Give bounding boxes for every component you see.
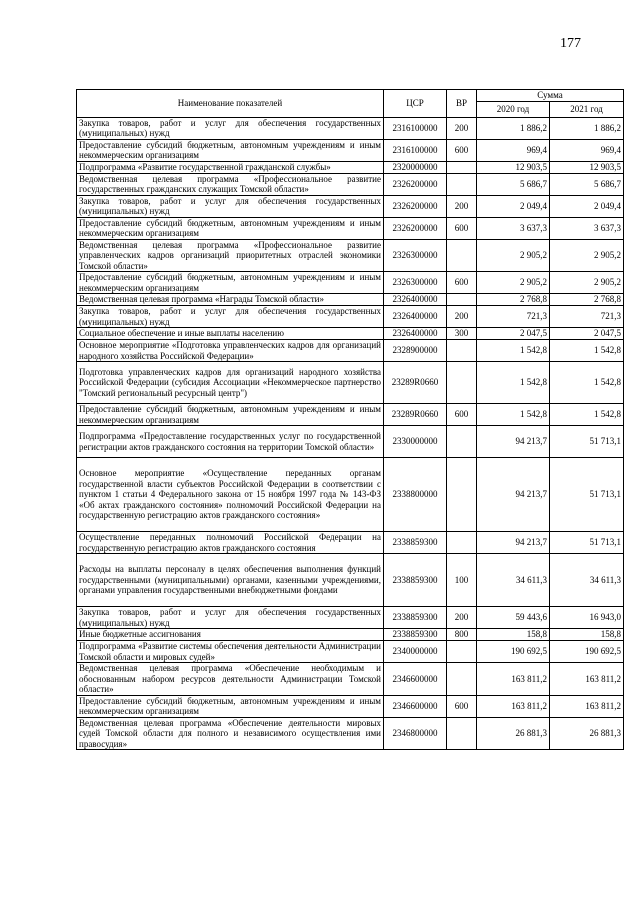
row-sum-2021-cell: 51 713,1 — [550, 532, 624, 554]
row-vr-cell: 200 — [447, 607, 477, 629]
row-vr-cell — [447, 362, 477, 404]
row-vr-cell: 600 — [447, 404, 477, 426]
table-row — [77, 554, 624, 607]
header-year-2021: 2021 год — [550, 101, 624, 117]
row-sum-2020-cell: 12 903,5 — [477, 161, 550, 173]
table-row — [77, 139, 624, 161]
row-name-cell: Основное мероприятие «Подготовка управленческих кадров для организаций народного хозяйства Российской Федерации» — [77, 340, 384, 362]
row-name-cell: Ведомственная целевая программа «Профессиональное развитие государственных гражданских служащих Томской области» — [77, 173, 384, 195]
row-csr-cell: 2326200000 — [384, 173, 447, 195]
row-sum-2020-cell: 1 542,8 — [477, 404, 550, 426]
row-name-cell: Ведомственная целевая программа «Обеспечение деятельности мировых судей Томской области для полного и независимого осуществления ими правосудия» — [77, 717, 384, 750]
row-vr-cell: 100 — [447, 554, 477, 607]
row-sum-2020-cell: 1 542,8 — [477, 340, 550, 362]
row-name-cell: Закупка товаров, работ и услуг для обеспечения государственных (муниципальных) нужд — [77, 117, 384, 139]
row-vr-cell: 800 — [447, 629, 477, 641]
row-sum-2021-cell: 163 811,2 — [550, 695, 624, 717]
row-sum-2021-cell: 2 905,2 — [550, 272, 624, 294]
row-csr-cell: 2338859300 — [384, 532, 447, 554]
row-csr-cell: 2326200000 — [384, 195, 447, 217]
header-year-2020: 2020 год — [477, 101, 550, 117]
row-sum-2020-cell: 158,8 — [477, 629, 550, 641]
row-vr-cell — [447, 458, 477, 532]
row-sum-2020-cell: 2 768,8 — [477, 294, 550, 306]
row-sum-2020-cell: 59 443,6 — [477, 607, 550, 629]
row-csr-cell: 2338800000 — [384, 458, 447, 532]
row-sum-2020-cell: 721,3 — [477, 306, 550, 328]
table-row — [77, 239, 624, 272]
row-csr-cell: 23289R0660 — [384, 362, 447, 404]
row-vr-cell: 600 — [447, 695, 477, 717]
row-sum-2021-cell: 2 768,8 — [550, 294, 624, 306]
row-sum-2020-cell: 163 811,2 — [477, 663, 550, 696]
table-row — [77, 217, 624, 239]
row-sum-2020-cell: 94 213,7 — [477, 532, 550, 554]
row-sum-2020-cell: 5 686,7 — [477, 173, 550, 195]
row-vr-cell: 600 — [447, 217, 477, 239]
row-sum-2020-cell: 190 692,5 — [477, 641, 550, 663]
row-csr-cell: 2326300000 — [384, 239, 447, 272]
row-name-cell: Предоставление субсидий бюджетным, автономным учреждениям и иным некоммерческим организациям — [77, 217, 384, 239]
row-vr-cell — [447, 173, 477, 195]
row-vr-cell: 200 — [447, 306, 477, 328]
table-row — [77, 663, 624, 696]
header-sum: Сумма — [477, 90, 624, 102]
row-sum-2021-cell: 158,8 — [550, 629, 624, 641]
row-csr-cell: 2340000000 — [384, 641, 447, 663]
table-body — [77, 117, 624, 750]
row-sum-2020-cell: 163 811,2 — [477, 695, 550, 717]
row-csr-cell: 2346600000 — [384, 695, 447, 717]
row-sum-2021-cell: 2 047,5 — [550, 328, 624, 340]
header-name: Наименование показателей — [77, 90, 384, 118]
row-sum-2021-cell: 1 542,8 — [550, 404, 624, 426]
row-vr-cell — [447, 340, 477, 362]
row-vr-cell — [447, 426, 477, 458]
row-name-cell: Ведомственная целевая программа «Профессиональное развитие управленческих кадров организаций приоритетных отраслей экономики Томской области» — [77, 239, 384, 272]
row-csr-cell: 2316100000 — [384, 117, 447, 139]
row-name-cell: Подпрограмма «Развитие государственной гражданской службы» — [77, 161, 384, 173]
row-name-cell: Закупка товаров, работ и услуг для обеспечения государственных (муниципальных) нужд — [77, 306, 384, 328]
row-csr-cell: 2338859300 — [384, 554, 447, 607]
row-name-cell: Подпрограмма «Предоставление государственных услуг по государственной регистрации актов гражданского состояния на территории Томской области» — [77, 426, 384, 458]
row-sum-2020-cell: 94 213,7 — [477, 426, 550, 458]
row-name-cell: Ведомственная целевая программа «Награды Томской области» — [77, 294, 384, 306]
page-number: 177 — [560, 36, 581, 51]
row-csr-cell: 2338859300 — [384, 629, 447, 641]
row-vr-cell — [447, 717, 477, 750]
table-row — [77, 173, 624, 195]
table-row — [77, 161, 624, 173]
row-sum-2020-cell: 969,4 — [477, 139, 550, 161]
row-sum-2020-cell: 2 905,2 — [477, 239, 550, 272]
row-name-cell: Социальное обеспечение и иные выплаты населению — [77, 328, 384, 340]
row-name-cell: Основное мероприятие «Осуществление переданных органам государственной власти субъектов Российской Федерации в соответствии с пунктом 1 статьи 4 Федерального закона от 15 ноября 1997 года № 143-ФЗ «Об актах гражданского состояния» полномочий Российской Федерации на государственную регистрацию актов гражданского состояния» — [77, 458, 384, 532]
row-vr-cell: 600 — [447, 272, 477, 294]
row-sum-2020-cell: 26 881,3 — [477, 717, 550, 750]
row-csr-cell: 2326300000 — [384, 272, 447, 294]
row-sum-2021-cell: 3 637,3 — [550, 217, 624, 239]
row-csr-cell: 2326200000 — [384, 217, 447, 239]
row-sum-2020-cell: 3 637,3 — [477, 217, 550, 239]
row-csr-cell: 2346600000 — [384, 663, 447, 696]
row-vr-cell: 200 — [447, 117, 477, 139]
header-csr: ЦСР — [384, 90, 447, 118]
table-row — [77, 117, 624, 139]
row-name-cell: Ведомственная целевая программа «Обеспечение необходимым и обоснованным набором ресурсов деятельности Администрации Томской области» — [77, 663, 384, 696]
row-vr-cell: 300 — [447, 328, 477, 340]
row-vr-cell — [447, 641, 477, 663]
row-name-cell: Предоставление субсидий бюджетным, автономным учреждениям и иным некоммерческим организациям — [77, 404, 384, 426]
row-vr-cell: 600 — [447, 139, 477, 161]
row-sum-2021-cell: 1 542,8 — [550, 340, 624, 362]
table-row — [77, 328, 624, 340]
row-name-cell: Закупка товаров, работ и услуг для обеспечения государственных (муниципальных) нужд — [77, 607, 384, 629]
row-sum-2021-cell: 721,3 — [550, 306, 624, 328]
table-row — [77, 294, 624, 306]
table-row — [77, 272, 624, 294]
row-name-cell: Подпрограмма «Развитие системы обеспечения деятельности Администрации Томской области и мировых судей» — [77, 641, 384, 663]
row-sum-2020-cell: 1 886,2 — [477, 117, 550, 139]
table-row — [77, 629, 624, 641]
row-csr-cell: 2326400000 — [384, 306, 447, 328]
row-sum-2021-cell: 190 692,5 — [550, 641, 624, 663]
row-sum-2021-cell: 969,4 — [550, 139, 624, 161]
row-sum-2020-cell: 1 542,8 — [477, 362, 550, 404]
row-name-cell: Расходы на выплаты персоналу в целях обеспечения выполнения функций государственными (муниципальными) органами, казенными учреждениями, органами управления государственными внебюджетными фондами — [77, 554, 384, 607]
row-sum-2021-cell: 2 905,2 — [550, 239, 624, 272]
row-csr-cell: 2338859300 — [384, 607, 447, 629]
row-sum-2020-cell: 94 213,7 — [477, 458, 550, 532]
row-sum-2021-cell: 12 903,5 — [550, 161, 624, 173]
row-sum-2021-cell: 1 886,2 — [550, 117, 624, 139]
table-row — [77, 695, 624, 717]
row-sum-2020-cell: 2 047,5 — [477, 328, 550, 340]
row-csr-cell: 2330000000 — [384, 426, 447, 458]
row-csr-cell: 2316100000 — [384, 139, 447, 161]
row-name-cell: Закупка товаров, работ и услуг для обеспечения государственных (муниципальных) нужд — [77, 195, 384, 217]
row-vr-cell — [447, 294, 477, 306]
row-sum-2021-cell: 26 881,3 — [550, 717, 624, 750]
row-csr-cell: 2320000000 — [384, 161, 447, 173]
table-row — [77, 195, 624, 217]
row-csr-cell: 2326400000 — [384, 294, 447, 306]
header-vr: ВР — [447, 90, 477, 118]
table-row — [77, 306, 624, 328]
row-name-cell: Предоставление субсидий бюджетным, автономным учреждениям и иным некоммерческим организациям — [77, 695, 384, 717]
table-row — [77, 404, 624, 426]
row-sum-2020-cell: 2 049,4 — [477, 195, 550, 217]
row-csr-cell: 2326400000 — [384, 328, 447, 340]
row-sum-2021-cell: 34 611,3 — [550, 554, 624, 607]
row-vr-cell — [447, 663, 477, 696]
row-sum-2020-cell: 2 905,2 — [477, 272, 550, 294]
row-name-cell: Предоставление субсидий бюджетным, автономным учреждениям и иным некоммерческим организациям — [77, 272, 384, 294]
row-csr-cell: 2346800000 — [384, 717, 447, 750]
row-sum-2021-cell: 51 713,1 — [550, 426, 624, 458]
table-row — [77, 458, 624, 532]
row-csr-cell: 2328900000 — [384, 340, 447, 362]
table-row — [77, 717, 624, 750]
row-name-cell: Иные бюджетные ассигнования — [77, 629, 384, 641]
row-vr-cell: 200 — [447, 195, 477, 217]
budget-table — [76, 89, 624, 750]
table-row — [77, 426, 624, 458]
row-name-cell: Подготовка управленческих кадров для организаций народного хозяйства Российской Федерации (субсидия Ассоциации «Некоммерческое партнерство "Томский региональный ресурсный центр") — [77, 362, 384, 404]
row-sum-2021-cell: 2 049,4 — [550, 195, 624, 217]
table-row — [77, 641, 624, 663]
row-name-cell: Осуществление переданных полномочий Российской Федерации на государственную регистрацию актов гражданского состояния — [77, 532, 384, 554]
row-sum-2021-cell: 51 713,1 — [550, 458, 624, 532]
table-row — [77, 362, 624, 404]
row-sum-2021-cell: 1 542,8 — [550, 362, 624, 404]
row-name-cell: Предоставление субсидий бюджетным, автономным учреждениям и иным некоммерческим организациям — [77, 139, 384, 161]
row-sum-2021-cell: 5 686,7 — [550, 173, 624, 195]
table-row — [77, 340, 624, 362]
row-vr-cell — [447, 161, 477, 173]
row-sum-2021-cell: 16 943,0 — [550, 607, 624, 629]
row-sum-2020-cell: 34 611,3 — [477, 554, 550, 607]
row-csr-cell: 23289R0660 — [384, 404, 447, 426]
row-sum-2021-cell: 163 811,2 — [550, 663, 624, 696]
table-row — [77, 532, 624, 554]
row-vr-cell — [447, 239, 477, 272]
table-row — [77, 607, 624, 629]
row-vr-cell — [447, 532, 477, 554]
